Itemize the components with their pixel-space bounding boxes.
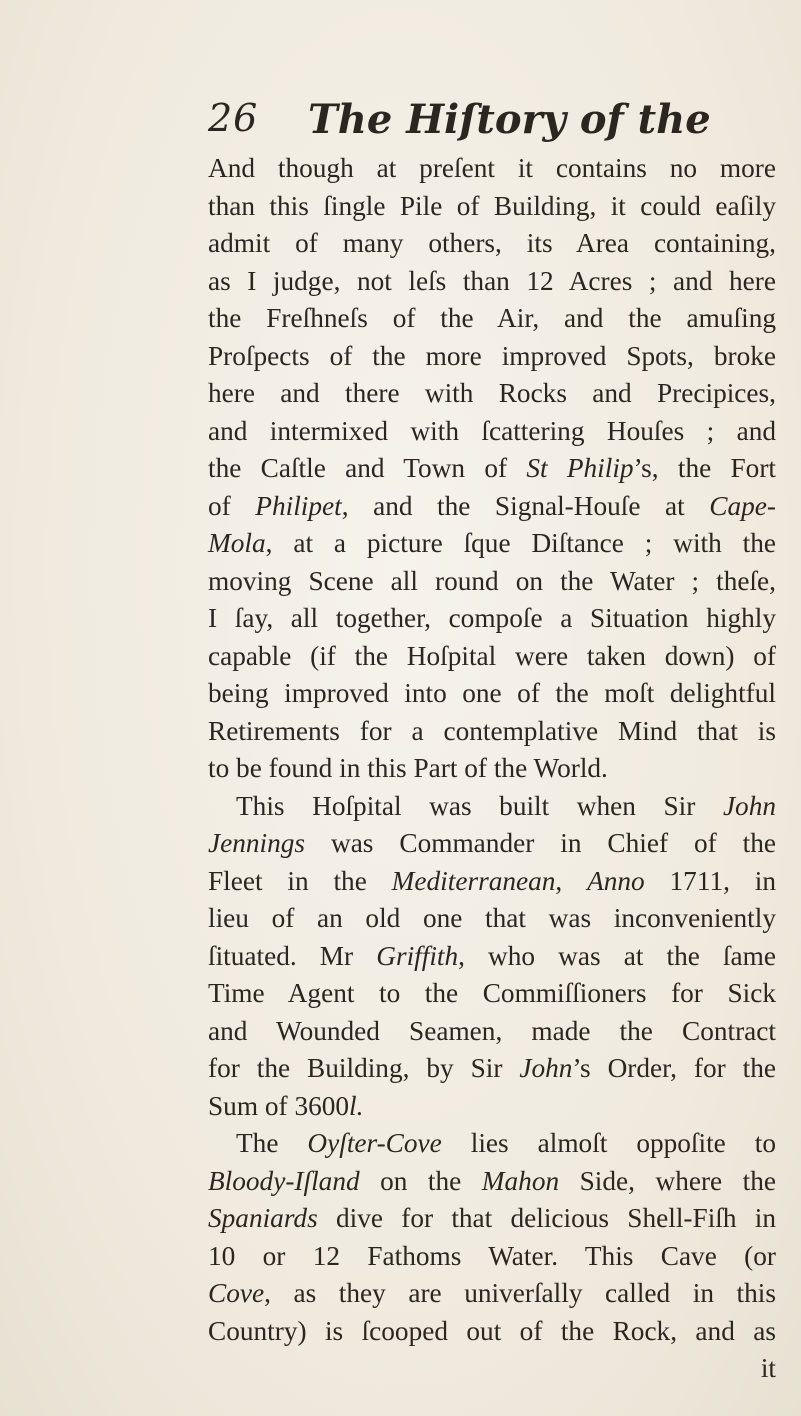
text-segment: Proſpects of the more improved Spots, broke (208, 340, 776, 371)
text-segment: Retirements for a contemplative Mind that is (208, 715, 776, 746)
italic-text: Mahon (481, 1165, 560, 1196)
text-line (208, 1088, 776, 1126)
italic-text: l. (349, 1090, 364, 1121)
text-segment: ’s Order, for the (572, 1053, 777, 1083)
text-segment: , who was at the ſame (458, 940, 776, 971)
text-segment: Country) is ſcooped out of the Rock, and as (208, 1315, 776, 1346)
text-segment: Time Agent to the Commiſſioners for Sick (208, 978, 776, 1008)
text-line (208, 300, 776, 338)
text-line (208, 863, 776, 901)
italic-text: St Philip (526, 453, 634, 483)
text-segment: being improved into one of the moſt delightful (208, 678, 776, 708)
text-line (208, 150, 776, 188)
italic-text: Spaniards (208, 1203, 318, 1233)
text-segment: admit of many others, its Area containing, (208, 228, 776, 258)
italic-text: Bloody-Iſland (208, 1165, 360, 1196)
text-line (208, 450, 776, 488)
text-segment: the Caſtle and Town of (208, 453, 527, 483)
text-line (208, 1163, 776, 1201)
page-number: 26 (208, 96, 259, 140)
text-line (208, 413, 776, 451)
text-line (208, 600, 776, 638)
text-segment: lieu of an old one that was inconveniently (208, 903, 776, 933)
text-segment: , at a picture ſque Diſtance ; with the (265, 528, 776, 558)
page-header (208, 96, 768, 146)
text-segment: than this ſingle Pile of Building, it could eaſily (208, 190, 776, 221)
italic-text: Anno (587, 865, 645, 896)
text-line (208, 938, 776, 976)
running-title: The Hiſtory of the (308, 96, 711, 143)
text-segment: Fleet in the (208, 865, 392, 896)
text-segment: it (760, 1353, 776, 1383)
text-segment: Side, where the (559, 1165, 777, 1196)
italic-text: Griffith (376, 940, 459, 971)
text-line (208, 375, 776, 413)
italic-text: Mola (208, 528, 266, 558)
text-segment: moving Scene all round on the Water ; theſe, (208, 565, 776, 596)
text-segment: was Commander in Chief of the (305, 828, 776, 858)
text-segment: , as they are univerſally called in this (264, 1278, 776, 1308)
text-line (208, 1350, 776, 1388)
body-text (208, 150, 776, 1388)
text-line (208, 1313, 776, 1351)
text-segment: capable (if the Hoſpital were taken down) of (208, 640, 776, 671)
text-segment: of (208, 490, 256, 521)
text-segment: , (555, 865, 588, 896)
text-segment: And though at preſent it contains no more (208, 153, 776, 183)
text-segment: lies almoſt oppoſite to (441, 1128, 776, 1158)
italic-text: Mediterranean (391, 865, 556, 896)
text-segment: I ſay, all together, compoſe a Situation highly (208, 603, 776, 633)
text-line (208, 525, 776, 563)
text-segment: Sum of 3600 (208, 1090, 350, 1121)
text-segment: 10 or 12 Fathoms Water. This Cave (or (208, 1240, 776, 1271)
text-line (208, 563, 776, 601)
italic-text: Oyſter-Cove (307, 1128, 442, 1158)
text-segment: the Freſhneſs of the Air, and the amuſing (208, 303, 776, 333)
text-line (208, 225, 776, 263)
italic-text: John (722, 790, 776, 821)
text-line (208, 1125, 776, 1163)
text-segment: and Wounded Seamen, made the Contract (208, 1015, 776, 1046)
text-line (208, 263, 776, 301)
text-segment: dive for that delicious Shell-Fiſh in (317, 1203, 776, 1233)
text-segment: This Hoſpital was built when Sir (236, 790, 723, 821)
text-segment: , and the Signal-Houſe at (341, 490, 710, 521)
text-segment: on the (359, 1165, 482, 1196)
text-line (208, 1238, 776, 1276)
italic-text: John (519, 1053, 573, 1083)
text-line (208, 900, 776, 938)
text-line (208, 788, 776, 826)
italic-text: Cape- (709, 490, 776, 521)
text-line (208, 638, 776, 676)
text-segment: to be found in this Part of the World. (208, 753, 608, 783)
text-line (208, 1050, 776, 1088)
text-segment: as I judge, not leſs than 12 Acres ; and here (208, 265, 776, 296)
italic-text: Jennings (208, 828, 306, 858)
text-line (208, 1013, 776, 1051)
text-line (208, 713, 776, 751)
text-segment: ’s, the Fort (633, 453, 777, 483)
text-segment: ſituated. Mr (208, 940, 377, 971)
text-line (208, 750, 776, 788)
text-segment: and intermixed with ſcattering Houſes ; and (208, 415, 776, 446)
text-line (208, 975, 776, 1013)
text-line (208, 675, 776, 713)
text-segment: here and there with Rocks and Precipices, (208, 378, 776, 408)
text-line (208, 338, 776, 376)
text-segment: 1711, in (644, 865, 776, 896)
italic-text: Cove (208, 1278, 265, 1308)
text-line (208, 188, 776, 226)
text-segment: for the Building, by Sir (208, 1053, 520, 1083)
text-line (208, 1275, 776, 1313)
text-line (208, 1200, 776, 1238)
text-line (208, 825, 776, 863)
italic-text: Philipet (255, 490, 342, 521)
text-segment: The (236, 1128, 308, 1158)
text-line (208, 488, 776, 526)
